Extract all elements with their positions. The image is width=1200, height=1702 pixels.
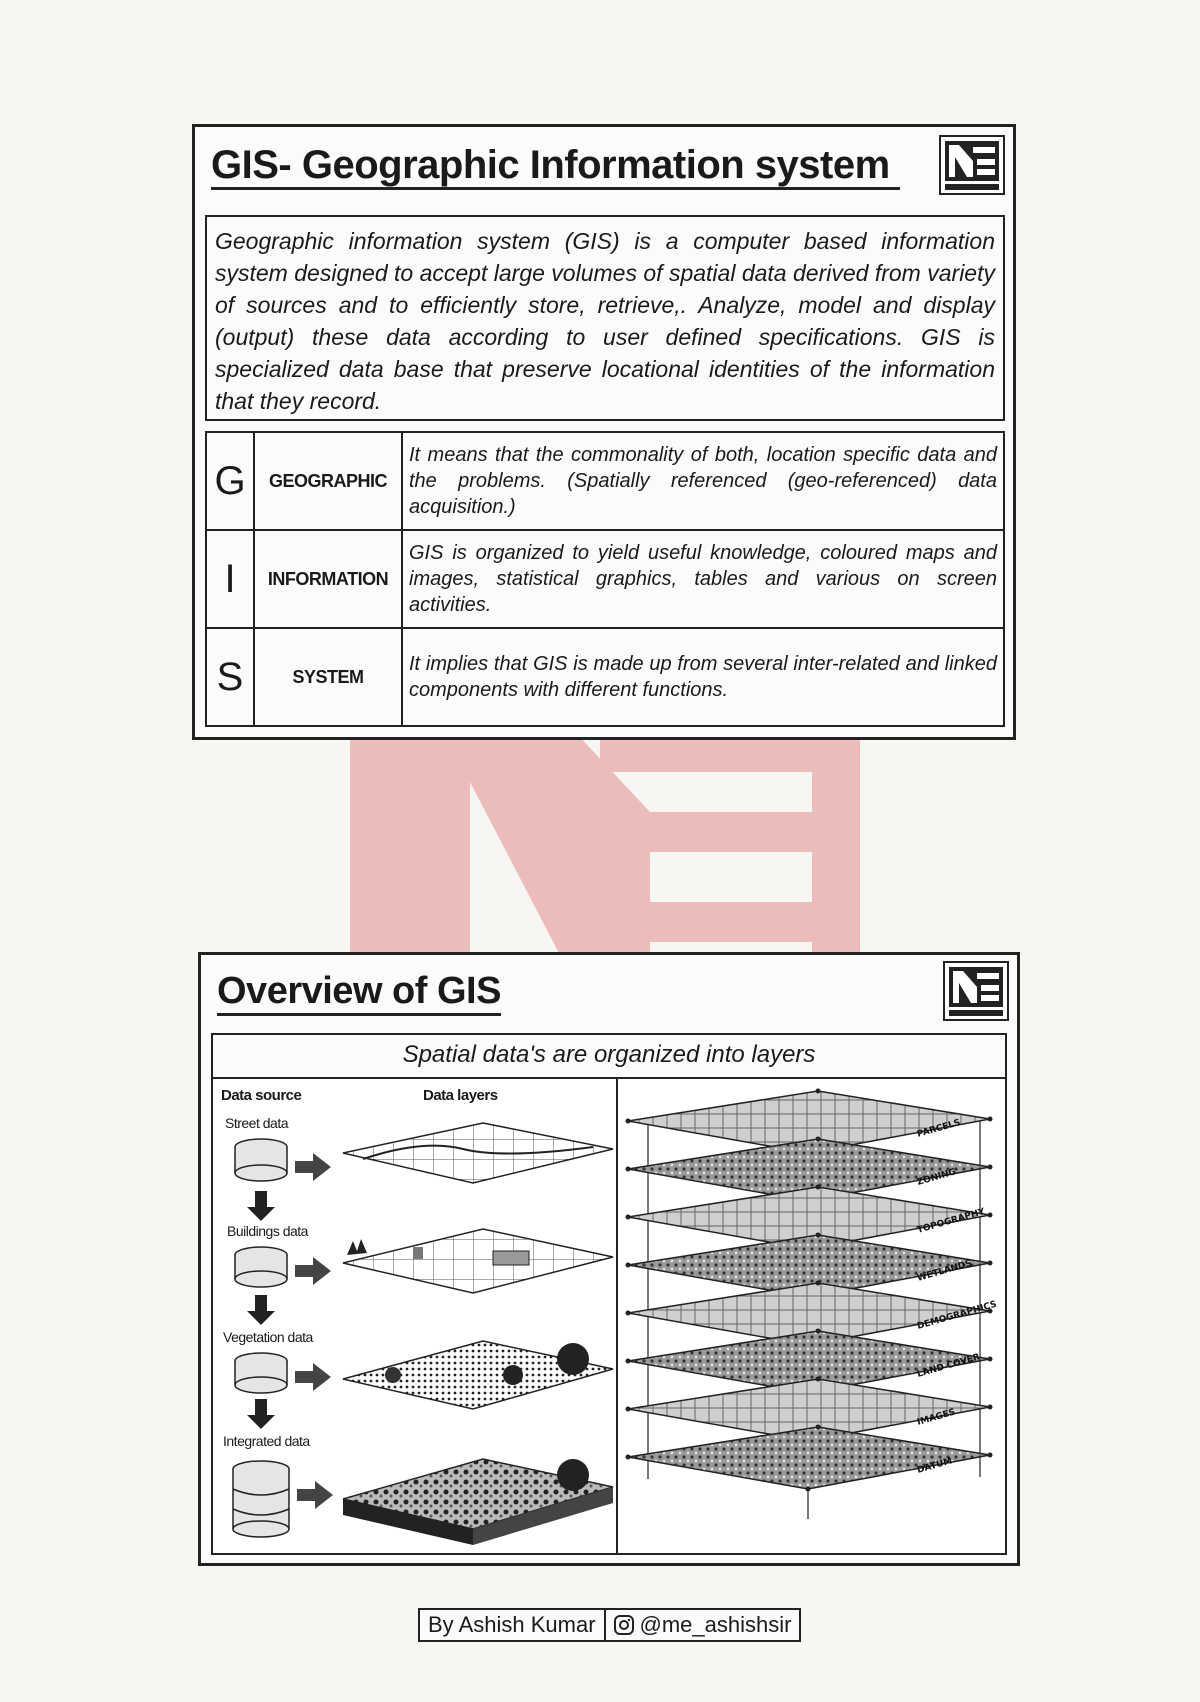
arrow-down-icon [247,1295,275,1325]
acronym-description: It implies that GIS is made up from several inter-related and linked components with different functions. [402,628,1004,726]
made-easy-logo-icon [939,135,1005,195]
overview-title: Overview of GIS [217,971,501,1016]
acronym-letter: G [206,432,254,530]
acronym-description: GIS is organized to yield useful knowledge, coloured maps and images, statistical graphics, tables and various on screen activities. [402,530,1004,628]
layers-caption: Spatial data's are organized into layers [211,1033,1007,1077]
table-row [206,432,1004,530]
instagram-icon [614,1615,634,1635]
gis-definition-card [192,124,1016,740]
gis-overview-card [198,952,1020,1566]
gis-layers-figure [211,1077,1007,1555]
layer-label: DATUM [916,1456,954,1476]
author-credit [418,1608,801,1642]
integrated-data-cylinder [233,1461,289,1537]
acronym-word: SYSTEM [254,628,402,726]
data-source-heading: Data source [221,1087,302,1104]
arrow-right-icon [295,1257,331,1285]
integrated-layer-block [343,1459,613,1545]
buildings-layer-plane [343,1229,613,1293]
author-name: By Ashish Kumar [428,1612,596,1637]
data-layers-heading: Data layers [423,1087,498,1104]
arrow-right-icon [297,1481,333,1509]
source-label: Vegetation data [223,1329,313,1345]
source-label: Integrated data [223,1433,310,1449]
layer-label: LAND COVER [916,1352,982,1380]
acronym-letter: S [206,628,254,726]
arrow-right-icon [295,1153,331,1181]
vegetation-data-cylinder [235,1353,287,1393]
data-sources-illustration [213,1079,618,1553]
layer-label: TOPOGRAPHY [916,1206,987,1236]
buildings-data-cylinder [235,1247,287,1287]
handle-text: @me_ashishsir [639,1612,792,1637]
acronym-word: GEOGRAPHIC [254,432,402,530]
source-label: Buildings data [227,1223,308,1239]
gis-title: GIS- Geographic Information system [211,143,900,190]
table-row [206,628,1004,726]
arrow-right-icon [295,1363,331,1391]
layer-label: DEMOGRAPHICS [916,1299,998,1332]
instagram-handle[interactable] [606,1610,800,1640]
layer-plane [626,1425,993,1492]
layer-label: ZONING [916,1167,958,1188]
vegetation-layer-plane [343,1341,613,1409]
made-easy-logo-icon [943,961,1009,1021]
acronym-description: It means that the commonality of both, location specific data and the problems. (Spatially referenced (geo-referenced) data acquisition.) [402,432,1004,530]
layer-label: WETLANDS [916,1258,974,1284]
gis-definition-text: Geographic information system (GIS) is a computer based information system designed to accept large volumes of spatial data derived from variety of sources and to efficiently store, retrieve,. Analyze, model and display (output) these data according to user defined specifications. GIS is specialized data base that preserve locational identities of the information that they record. [205,215,1005,421]
arrow-down-icon [247,1191,275,1221]
acronym-word: INFORMATION [254,530,402,628]
street-data-cylinder [235,1139,287,1181]
data-sources-panel [213,1079,618,1553]
layer-stack-illustration [618,1079,1005,1553]
acronym-letter: I [206,530,254,628]
gis-acronym-table [205,431,1005,727]
table-row [206,530,1004,628]
layer-label: PARCELS [916,1117,962,1140]
layer-label: IMAGES [916,1407,957,1428]
source-label: Street data [225,1115,288,1131]
street-layer-plane [343,1123,613,1183]
layer-stack-panel [618,1079,1005,1553]
arrow-down-icon [247,1399,275,1429]
